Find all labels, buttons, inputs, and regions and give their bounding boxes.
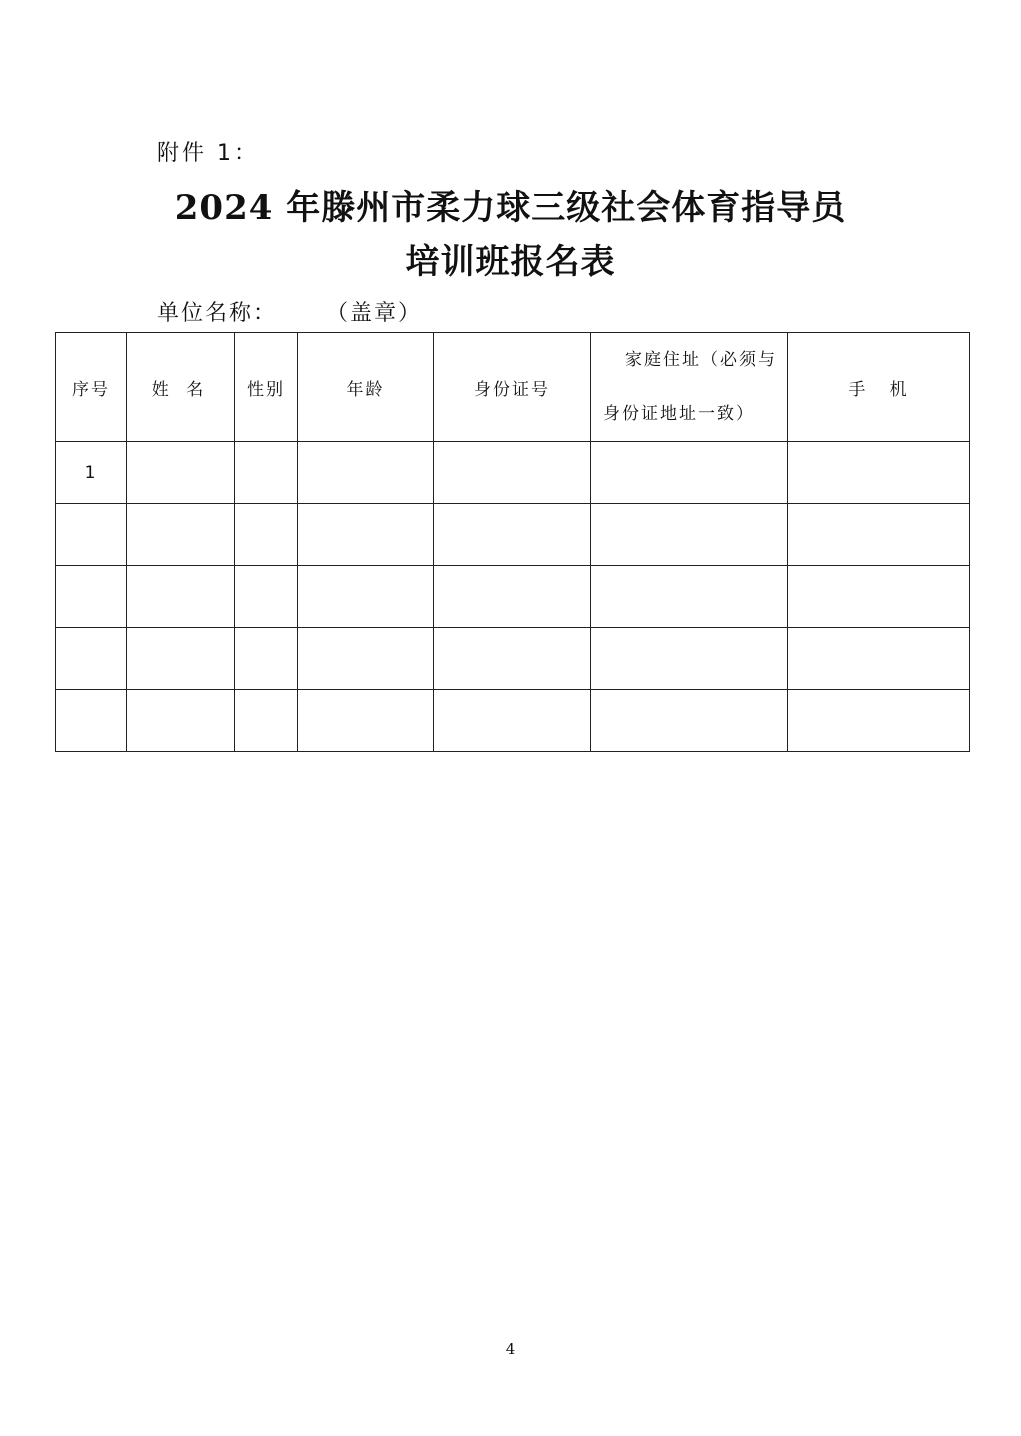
cell-seq[interactable]: 1 — [56, 442, 127, 504]
cell-address[interactable] — [591, 504, 788, 566]
attachment-label: 附件 1： — [157, 141, 259, 166]
page-number: 4 — [505, 1340, 516, 1358]
cell-gender[interactable] — [235, 504, 298, 566]
header-age: 年龄 — [298, 333, 434, 442]
cell-age[interactable] — [298, 628, 434, 690]
header-address-line1: 家庭住址（必须与 — [625, 350, 777, 370]
header-id-number: 身份证号 — [434, 333, 591, 442]
cell-address[interactable] — [591, 442, 788, 504]
cell-age[interactable] — [298, 690, 434, 752]
cell-gender[interactable] — [235, 566, 298, 628]
cell-name[interactable] — [127, 442, 235, 504]
header-phone: 手 机 — [788, 333, 970, 442]
cell-id-number[interactable] — [434, 504, 591, 566]
cell-id-number[interactable] — [434, 566, 591, 628]
form-title-line2: 培训班报名表 — [405, 242, 616, 282]
cell-name[interactable] — [127, 566, 235, 628]
cell-seq[interactable] — [56, 690, 127, 752]
header-address — [591, 333, 788, 442]
table-row — [56, 628, 970, 690]
cell-seq[interactable] — [56, 628, 127, 690]
cell-gender[interactable] — [235, 442, 298, 504]
cell-seq[interactable] — [56, 566, 127, 628]
header-seq: 序号 — [56, 333, 127, 442]
cell-phone[interactable] — [788, 442, 970, 504]
form-title-line1: 2024 年滕州市柔力球三级社会体育指导员 — [174, 188, 847, 228]
cell-gender[interactable] — [235, 628, 298, 690]
cell-name[interactable] — [127, 690, 235, 752]
cell-gender[interactable] — [235, 690, 298, 752]
cell-phone[interactable] — [788, 690, 970, 752]
cell-phone[interactable] — [788, 628, 970, 690]
header-name: 姓 名 — [127, 333, 235, 442]
cell-address[interactable] — [591, 690, 788, 752]
stamp-label: （盖章） — [337, 301, 423, 326]
header-row — [56, 333, 970, 442]
cell-name[interactable] — [127, 628, 235, 690]
cell-age[interactable] — [298, 504, 434, 566]
cell-name[interactable] — [127, 504, 235, 566]
table-row — [56, 566, 970, 628]
table-row — [56, 442, 970, 504]
cell-address[interactable] — [591, 628, 788, 690]
cell-id-number[interactable] — [434, 690, 591, 752]
header-gender: 性别 — [235, 333, 298, 442]
cell-phone[interactable] — [788, 566, 970, 628]
cell-phone[interactable] — [788, 504, 970, 566]
table-row — [56, 504, 970, 566]
cell-id-number[interactable] — [434, 628, 591, 690]
cell-age[interactable] — [298, 442, 434, 504]
table-row — [56, 690, 970, 752]
registration-table — [55, 332, 970, 752]
cell-id-number[interactable] — [434, 442, 591, 504]
unit-name-label: 单位名称： — [157, 301, 278, 326]
unit-name-row — [157, 296, 422, 327]
cell-age[interactable] — [298, 566, 434, 628]
header-address-line2: 身份证地址一致） — [603, 404, 755, 424]
cell-address[interactable] — [591, 566, 788, 628]
cell-seq[interactable] — [56, 504, 127, 566]
